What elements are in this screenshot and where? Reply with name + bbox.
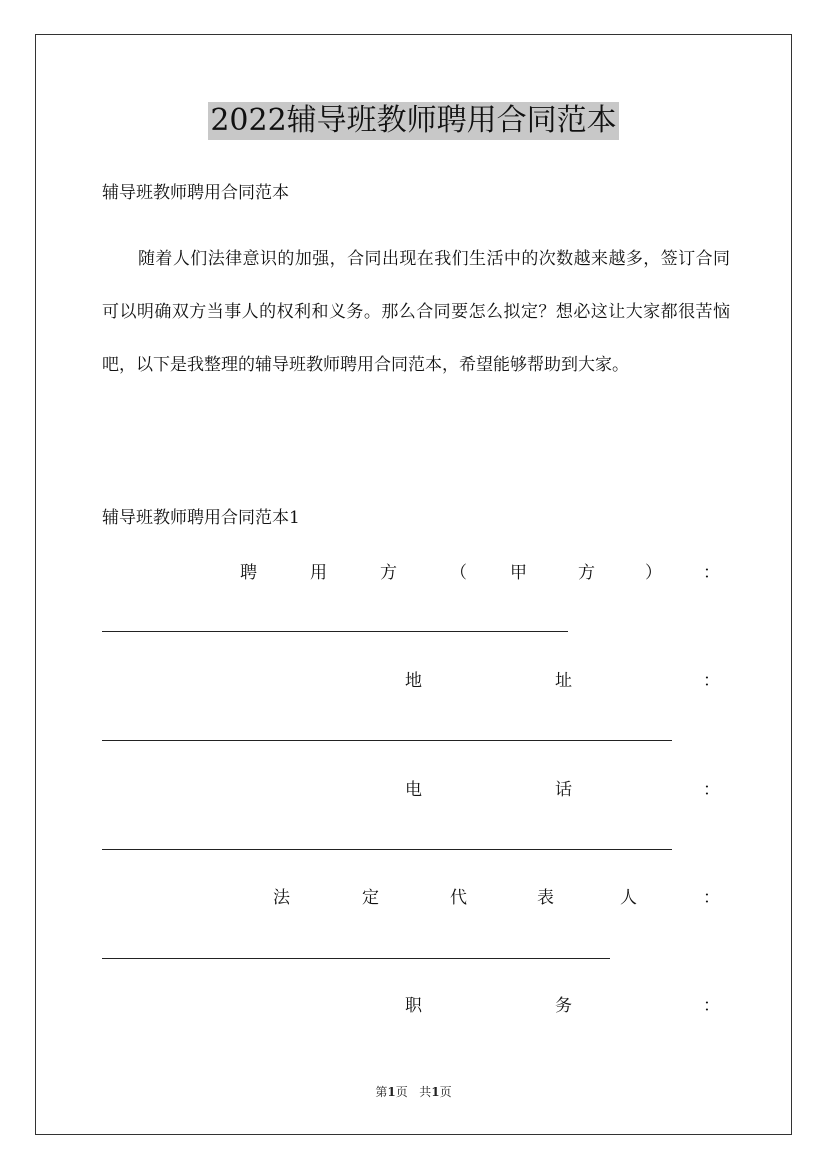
field-char: 代 xyxy=(450,888,467,908)
field-char: 用 xyxy=(310,563,327,583)
field-char: ： xyxy=(703,888,720,908)
fill-line-phone xyxy=(102,849,672,850)
footer-total-number: 1 xyxy=(431,1085,440,1099)
footer-total-suffix: 页 xyxy=(439,1085,452,1099)
field-char: 职 xyxy=(405,996,422,1016)
fill-line-employer xyxy=(102,631,568,632)
field-char: 电 xyxy=(405,780,422,800)
field-char: 务 xyxy=(555,996,572,1016)
footer-total-prefix: 共 xyxy=(419,1085,432,1099)
title-container xyxy=(0,102,827,140)
field-char: ） xyxy=(645,563,662,583)
field-position xyxy=(100,991,720,1021)
field-char: ： xyxy=(703,671,720,691)
section-heading: 辅导班教师聘用合同范本1 xyxy=(102,508,300,528)
field-char: 话 xyxy=(555,780,572,800)
field-char: 表 xyxy=(537,888,554,908)
field-phone xyxy=(100,775,720,805)
field-char: 定 xyxy=(362,888,379,908)
field-char: 聘 xyxy=(240,563,257,583)
field-char: 甲 xyxy=(510,563,527,583)
document-title: 2022辅导班教师聘用合同范本 xyxy=(210,103,617,138)
field-legal-representative xyxy=(100,883,720,913)
fill-line-address xyxy=(102,740,672,741)
field-char: 方 xyxy=(578,563,595,583)
field-char: ： xyxy=(703,780,720,800)
field-char: 人 xyxy=(620,888,637,908)
field-employer xyxy=(100,558,720,588)
field-char: 地 xyxy=(405,671,422,691)
document-subtitle: 辅导班教师聘用合同范本 xyxy=(102,183,289,203)
intro-paragraph: 随着人们法律意识的加强，合同出现在我们生活中的次数越来越多，签订合同可以明确双方当事人的权利和义务。那么合同要怎么拟定？想必这让大家都很苦恼吧，以下是我整理的辅导班教师聘用合同范本，希望能够帮助到大家。 xyxy=(102,249,730,375)
field-char: 法 xyxy=(273,888,290,908)
field-char: （ xyxy=(450,563,467,583)
field-char: 址 xyxy=(555,671,572,691)
page-footer xyxy=(0,1083,827,1101)
fill-line-legal-representative xyxy=(102,958,610,959)
field-char: 方 xyxy=(380,563,397,583)
field-char: ： xyxy=(703,563,720,583)
field-address xyxy=(100,666,720,696)
field-char: ： xyxy=(703,996,720,1016)
footer-page-number: 1 xyxy=(387,1085,396,1099)
footer-page-suffix: 页 xyxy=(395,1085,408,1099)
footer-page-prefix: 第 xyxy=(375,1085,388,1099)
